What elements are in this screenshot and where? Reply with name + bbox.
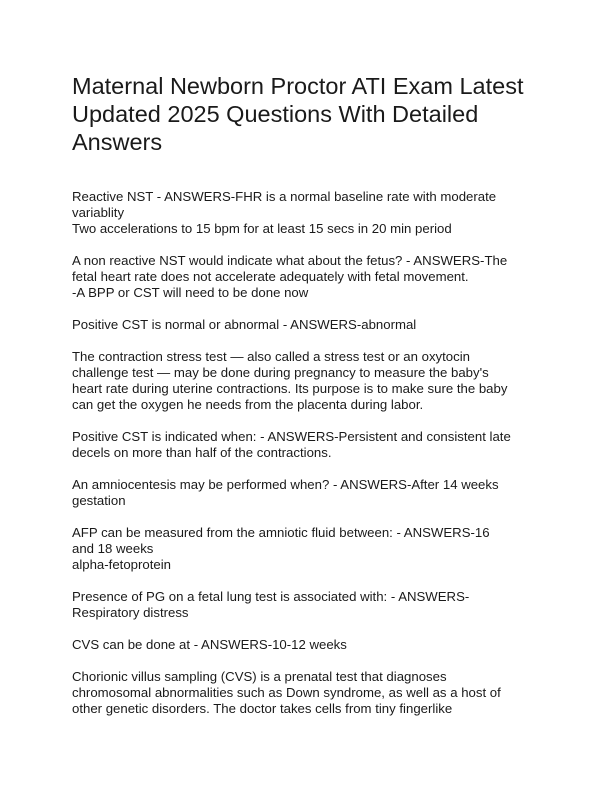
- text-line: heart rate during uterine contractions. Its purpose is to make sure the baby: [72, 381, 508, 396]
- document-title: [72, 72, 548, 156]
- text-line: chromosomal abnormalities such as Down syndrome, as well as a host of: [72, 685, 501, 700]
- explanation-paragraph: [72, 349, 548, 413]
- text-line: and 18 weeks: [72, 541, 154, 556]
- qa-item: [72, 637, 548, 653]
- text-line: can get the oxygen he needs from the placenta during labor.: [72, 397, 424, 412]
- text-line: Two accelerations to 15 bpm for at least 15 secs in 20 min period: [72, 221, 452, 236]
- qa-item: [72, 589, 548, 621]
- text-line: -A BPP or CST will need to be done now: [72, 285, 309, 300]
- text-line: variablity: [72, 205, 125, 220]
- text-line: Positive CST is normal or abnormal - ANSWERS-abnormal: [72, 317, 417, 332]
- text-line: Respiratory distress: [72, 605, 189, 620]
- title-line: Answers: [72, 129, 163, 155]
- qa-item: [72, 429, 548, 461]
- text-line: CVS can be done at - ANSWERS-10-12 weeks: [72, 637, 347, 652]
- qa-item: [72, 525, 548, 573]
- text-line: alpha-fetoprotein: [72, 557, 171, 572]
- text-line: Positive CST is indicated when: - ANSWERS-Persistent and consistent late: [72, 429, 511, 444]
- text-line: Presence of PG on a fetal lung test is associated with: - ANSWERS-: [72, 589, 470, 604]
- qa-item: [72, 189, 548, 237]
- text-line: An amniocentesis may be performed when? - ANSWERS-After 14 weeks: [72, 477, 499, 492]
- text-line: Reactive NST - ANSWERS-FHR is a normal baseline rate with moderate: [72, 189, 497, 204]
- text-line: fetal heart rate does not accelerate adequately with fetal movement.: [72, 269, 469, 284]
- title-line: Updated 2025 Questions With Detailed: [72, 101, 479, 127]
- text-line: decels on more than half of the contractions.: [72, 445, 332, 460]
- explanation-paragraph: [72, 669, 548, 717]
- text-line: challenge test — may be done during pregnancy to measure the baby's: [72, 365, 489, 380]
- title-line: Maternal Newborn Proctor ATI Exam Latest: [72, 73, 524, 99]
- text-line: The contraction stress test — also called a stress test or an oxytocin: [72, 349, 470, 364]
- document-page: [72, 72, 548, 733]
- qa-item: [72, 477, 548, 509]
- text-line: Chorionic villus sampling (CVS) is a prenatal test that diagnoses: [72, 669, 447, 684]
- qa-item: [72, 253, 548, 301]
- text-line: AFP can be measured from the amniotic fluid between: - ANSWERS-16: [72, 525, 490, 540]
- text-line: gestation: [72, 493, 126, 508]
- text-line: other genetic disorders. The doctor takes cells from tiny fingerlike: [72, 701, 453, 716]
- text-line: A non reactive NST would indicate what about the fetus? - ANSWERS-The: [72, 253, 508, 268]
- qa-item: [72, 317, 548, 333]
